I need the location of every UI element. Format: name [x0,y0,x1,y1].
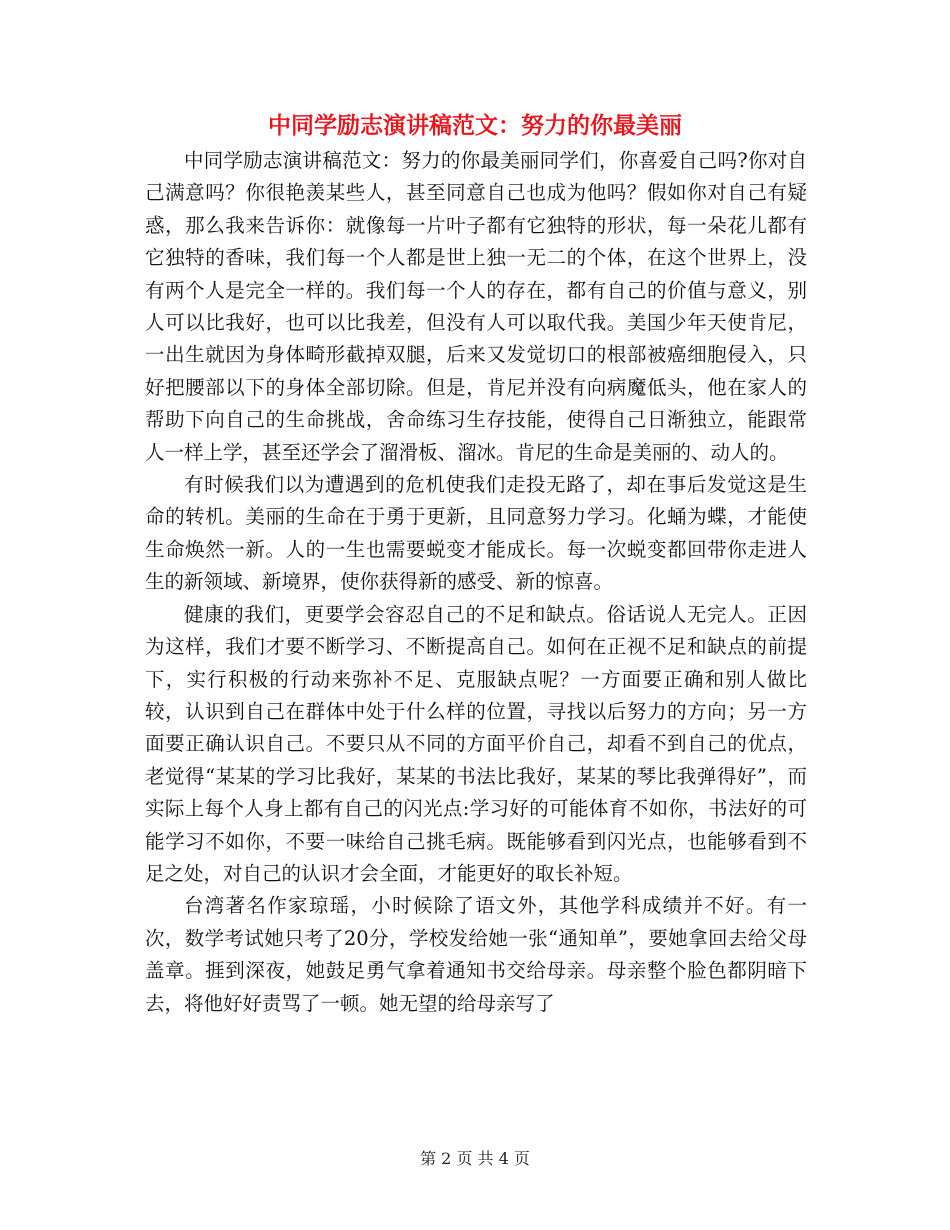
paragraph-3: 健康的我们，更要学会容忍自己的不足和缺点。俗话说人无完人。正因为这样，我们才要不断学习、不断提高自己。如何在正视不足和缺点的前提下，实行积极的行动来弥补不足、克服缺点呢？一方面要正确和别人做比较，认识到自己在群体中处于什么样的位置，寻找以后努力的方向；另一方面要正确认识自己。不要只从不同的方面平价自己，却看不到自己的优点，老觉得“某某的学习比我好，某某的书法比我好，某某的琴比我弹得好”，而实际上每个人身上都有自己的闪光点:学习好的可能体育不如你，书法好的可能学习不如你，不要一味给自己挑毛病。既能够看到闪光点，也能够看到不足之处，对自己的认识才会全面，才能更好的取长补短。 [145,602,807,885]
paragraph-2: 有时候我们以为遭遇到的危机使我们走投无路了，却在事后发觉这是生命的转机。美丽的生命在于勇于更新，且同意努力学习。化蛹为蝶，才能使生命焕然一新。人的一生也需要蜕变才能成长。每一次蜕变都回带你走进人生的新领域、新境界，使你获得新的感受、新的惊喜。 [145,473,807,594]
document-body [145,145,807,1020]
paragraph-1: 中同学励志演讲稿范文：努力的你最美丽同学们，你喜爱自己吗?你对自己满意吗？你很艳羡某些人，甚至同意自己也成为他吗？假如你对自己有疑惑，那么我来告诉你：就像每一片叶子都有它独特的形状，每一朵花儿都有它独特的香味，我们每一个人都是世上独一无二的个体，在这个世界上，没有两个人是完全一样的。我们每一个人的存在，都有自己的价值与意义，别人可以比我好，也可以比我差，但没有人可以取代我。美国少年天使肯尼，一出生就因为身体畸形截掉双腿，后来又发觉切口的根部被癌细胞侵入，只好把腰部以下的身体全部切除。但是，肯尼并没有向病魔低头，他在家人的帮助下向自己的生命挑战，舍命练习生存技能，使得自己日渐独立，能跟常人一样上学，甚至还学会了溜滑板、溜冰。肯尼的生命是美丽的、动人的。 [145,149,807,464]
paragraph-4: 台湾著名作家琼瑶，小时候除了语文外，其他学科成绩并不好。有一次，数学考试她只考了20分，学校发给她一张“通知单”，要她拿回去给父母盖章。捱到深夜，她鼓足勇气拿着通知书交给母亲。母亲整个脸色都阴暗下去，将他好好责骂了一顿。她无望的给母亲写了 [145,894,807,1015]
document-title: 中同学励志演讲稿范文：努力的你最美丽 [268,113,682,139]
page-number: 第 2 页 共 4 页 [420,1149,530,1168]
